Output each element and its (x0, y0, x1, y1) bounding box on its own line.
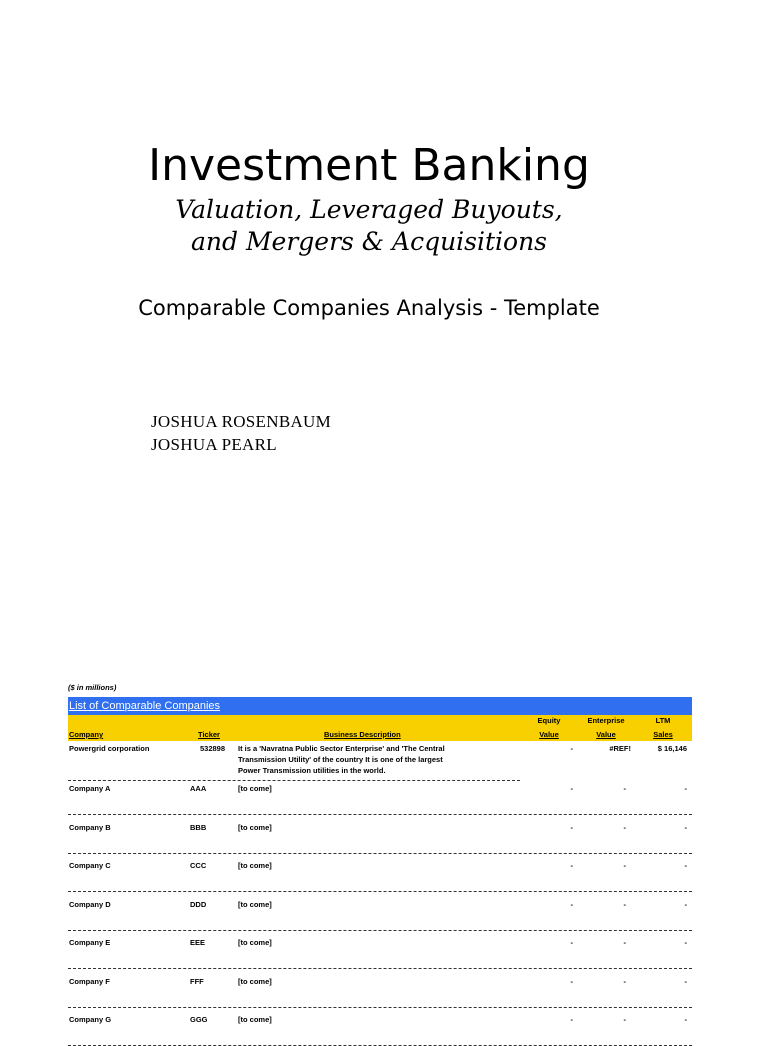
page-title: Investment Banking (148, 140, 590, 191)
cell-company: Company D (69, 899, 111, 909)
row-separator (68, 968, 692, 969)
spreadsheet-table (68, 680, 692, 1024)
row-separator (68, 1007, 692, 1008)
subtitle-line-1: Valuation, Leveraged Buyouts, (175, 195, 563, 224)
cell-enterprise-value: - (623, 784, 626, 793)
cell-description: It is a 'Navratna Public Sector Enterprise' and 'The Central (238, 744, 445, 753)
cell-equity-value: - (570, 1015, 573, 1024)
cell-equity-value: - (570, 861, 573, 870)
units-note: ($ in millions) (68, 683, 117, 692)
header-business-description: Business Description (324, 730, 401, 739)
cell-description: [to come] (238, 784, 272, 793)
cell-equity-value: - (570, 744, 573, 753)
cell-description: Transmission Utility' of the country It is one of the largest (238, 755, 443, 764)
header-company: Company (69, 730, 104, 739)
cell-ltm-sales: - (684, 784, 687, 793)
cell-description: [to come] (238, 938, 272, 947)
cell-company: Company F (69, 976, 110, 986)
header-ev-top: Enterprise (587, 716, 625, 725)
cell-company: Company B (69, 822, 111, 832)
header-ticker: Ticker (198, 730, 220, 739)
cell-enterprise-value: - (623, 899, 626, 909)
author-name: JOSHUA PEARL (151, 435, 277, 454)
cell-enterprise-value: - (623, 861, 626, 870)
row-separator (68, 853, 692, 854)
cell-ticker: GGG (190, 1015, 208, 1024)
header-ltm-bottom: Sales (653, 730, 673, 739)
cell-ltm-sales: - (684, 976, 687, 986)
cell-ticker: DDD (190, 899, 207, 909)
cell-ticker: EEE (190, 938, 206, 947)
cell-ticker: 532898 (200, 744, 226, 753)
cell-enterprise-value: - (623, 822, 626, 832)
cell-company: Company E (69, 938, 111, 947)
author-list (151, 410, 331, 456)
cell-ltm-sales: - (684, 822, 687, 832)
cell-ltm-sales: - (684, 899, 687, 909)
cell-description: [to come] (238, 861, 272, 870)
cell-company: Company C (69, 861, 111, 870)
cell-description: [to come] (238, 976, 272, 986)
cell-enterprise-value: - (623, 938, 626, 947)
cell-ltm-sales: - (684, 938, 687, 947)
cell-company: Company A (69, 784, 111, 793)
cell-company: Powergrid corporation (69, 744, 150, 753)
header-ev-bottom: Value (596, 730, 616, 739)
header-equity-bottom: Value (539, 730, 559, 739)
cell-description: [to come] (238, 1015, 272, 1024)
cell-description: [to come] (238, 822, 272, 832)
cell-ticker: CCC (190, 861, 207, 870)
table-header (68, 715, 692, 741)
cell-equity-value: - (570, 976, 573, 986)
cell-equity-value: - (570, 784, 573, 793)
row-separator (68, 930, 692, 931)
cell-enterprise-value: #REF! (609, 744, 631, 753)
cell-equity-value: - (570, 938, 573, 947)
cell-equity-value: - (570, 899, 573, 909)
cell-ltm-sales: - (684, 861, 687, 870)
subtitle-line-2: and Mergers & Acquisitions (190, 227, 548, 256)
document-heading: Comparable Companies Analysis - Template (138, 296, 600, 320)
cell-enterprise-value: - (623, 976, 626, 986)
cell-ticker: AAA (190, 784, 207, 793)
row-separator (68, 891, 692, 892)
cell-enterprise-value: - (623, 1015, 626, 1024)
cell-description: Power Transmission utilities in the world. (238, 766, 386, 775)
header-ltm-top: LTM (655, 716, 671, 725)
cell-ltm-sales: - (684, 1015, 687, 1024)
cell-ticker: FFF (190, 976, 204, 986)
cell-equity-value: - (570, 822, 573, 832)
row-separator (68, 780, 520, 781)
sheet-title-bar (68, 697, 692, 715)
header-equity-top: Equity (537, 716, 561, 725)
cell-ticker: BBB (190, 822, 207, 832)
cell-description: [to come] (238, 899, 272, 909)
author-name: JOSHUA ROSENBAUM (151, 412, 332, 431)
sheet-title: List of Comparable Companies (69, 700, 221, 712)
cell-ltm-sales: $ 16,146 (657, 744, 687, 753)
cell-company: Company G (69, 1015, 112, 1024)
row-separator (68, 814, 692, 815)
